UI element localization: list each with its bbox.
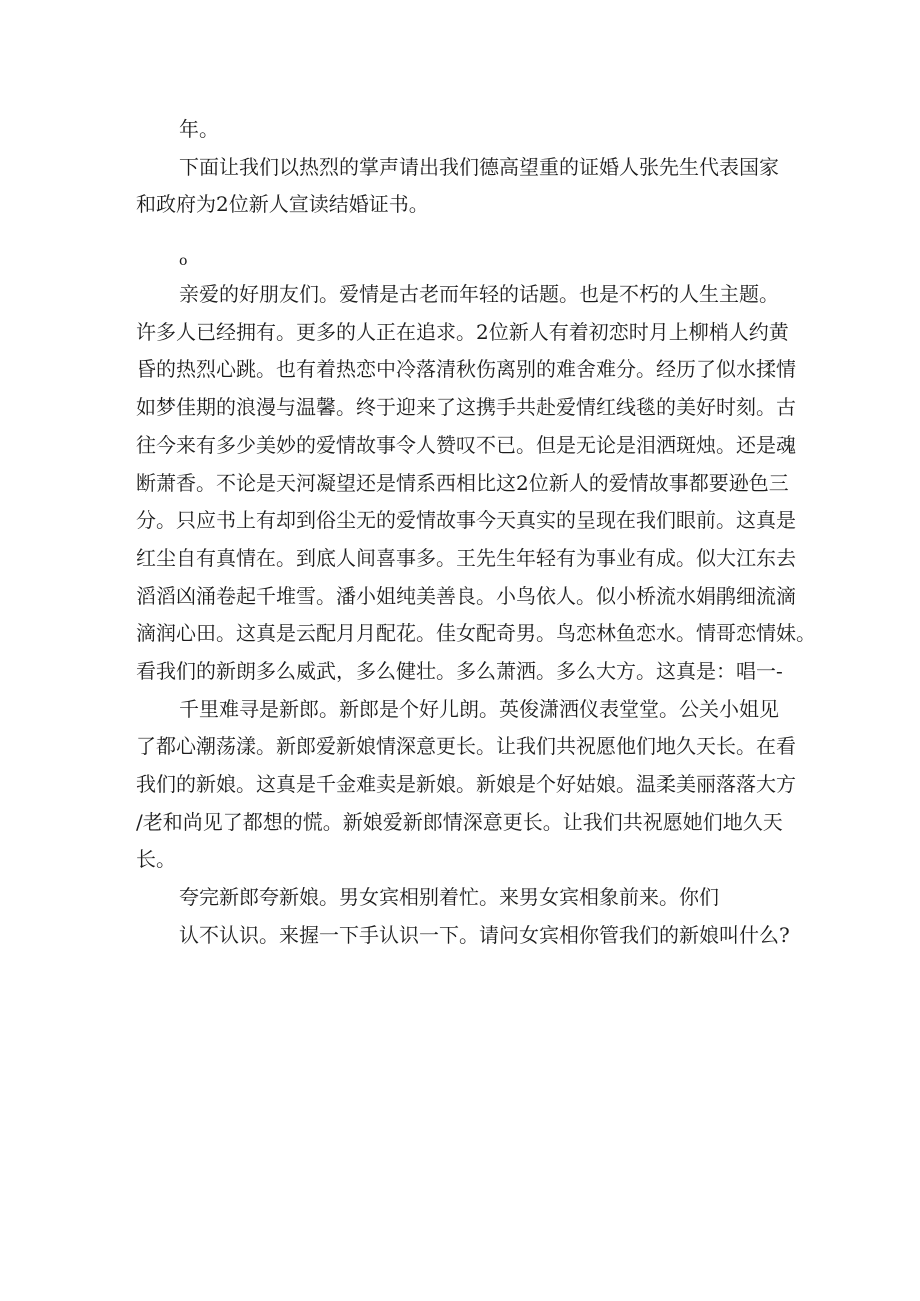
paragraph-line: 昏的热烈心跳。也有着热恋中冷落清秋伤离别的难舍难分。经历了似水揉情 bbox=[136, 357, 796, 382]
paragraph-line: 分。只应书上有却到俗尘无的爱情故事今天真实的呈现在我们眼前。这真是 bbox=[136, 508, 796, 533]
paragraph-line: 和政府为2位新人宣读结婚证书。 bbox=[136, 192, 429, 217]
paragraph-line: 往今来有多少美妙的爱情故事令人赞叹不已。但是无论是泪洒斑烛。还是魂 bbox=[136, 432, 796, 457]
paragraph-line: 看我们的新朗多么威武，多么健壮。多么萧洒。多么大方。这真是：唱一- bbox=[136, 658, 783, 683]
paragraph-line: 认不认识。来握一下手认识一下。请问女宾相你管我们的新娘叫什么? bbox=[179, 922, 790, 947]
paragraph-line: 夸完新郎夸新娘。男女宾相别着忙。来男女宾相象前来。你们 bbox=[179, 885, 719, 910]
paragraph-line: 许多人已经拥有。更多的人正在追求。2位新人有着初恋时月上柳梢人约黄 bbox=[136, 319, 789, 344]
paragraph-line: 年。 bbox=[179, 117, 219, 141]
paragraph-line: /老和尚见了都想的慌。新娘爱新郎情深意更长。让我们共祝愿她们地久天 bbox=[136, 809, 783, 834]
stray-mark: o bbox=[179, 253, 188, 270]
paragraph-line: 亲爱的好朋友们。爱情是古老而年轻的话题。也是不朽的人生主题。 bbox=[179, 282, 779, 307]
paragraph-line: 长。 bbox=[136, 847, 176, 872]
paragraph-line: 滔滔凶涌卷起千堆雪。潘小姐纯美善良。小鸟依人。似小桥流水娟鹃细流滴 bbox=[136, 583, 796, 608]
paragraph-line: 我们的新娘。这真是千金难卖是新娘。新娘是个好姑娘。温柔美丽落落大方 bbox=[136, 772, 796, 796]
paragraph-line: 断萧香。不论是天河凝望还是情系西相比这2位新人的爱情故事都要逊色三 bbox=[136, 470, 789, 495]
paragraph-line: 千里难寻是新郎。新郎是个好儿朗。英俊潇洒仪表堂堂。公关小姐见 bbox=[179, 696, 779, 721]
paragraph-line: 红尘自有真情在。到底人间喜事多。王先生年轻有为事业有成。似大江东去 bbox=[136, 545, 796, 570]
paragraph-spacer bbox=[136, 224, 796, 246]
paragraph-line: 下面让我们以热烈的掌声请出我们德高望重的证婚人张先生代表国家 bbox=[179, 154, 779, 179]
paragraph-line: 如梦佳期的浪漫与温馨。终于迎来了这携手共赴爱情红线毯的美好时刻。古 bbox=[136, 395, 796, 420]
paragraph-line: 滴润心田。这真是云配月月配花。佳女配奇男。鸟恋林鱼恋水。情哥恋情妹。 bbox=[136, 621, 816, 646]
paragraph-line: 了都心潮荡漾。新郎爱新娘情深意更长。让我们共祝愿他们地久天长。在看 bbox=[136, 734, 796, 759]
document-body bbox=[136, 111, 816, 954]
